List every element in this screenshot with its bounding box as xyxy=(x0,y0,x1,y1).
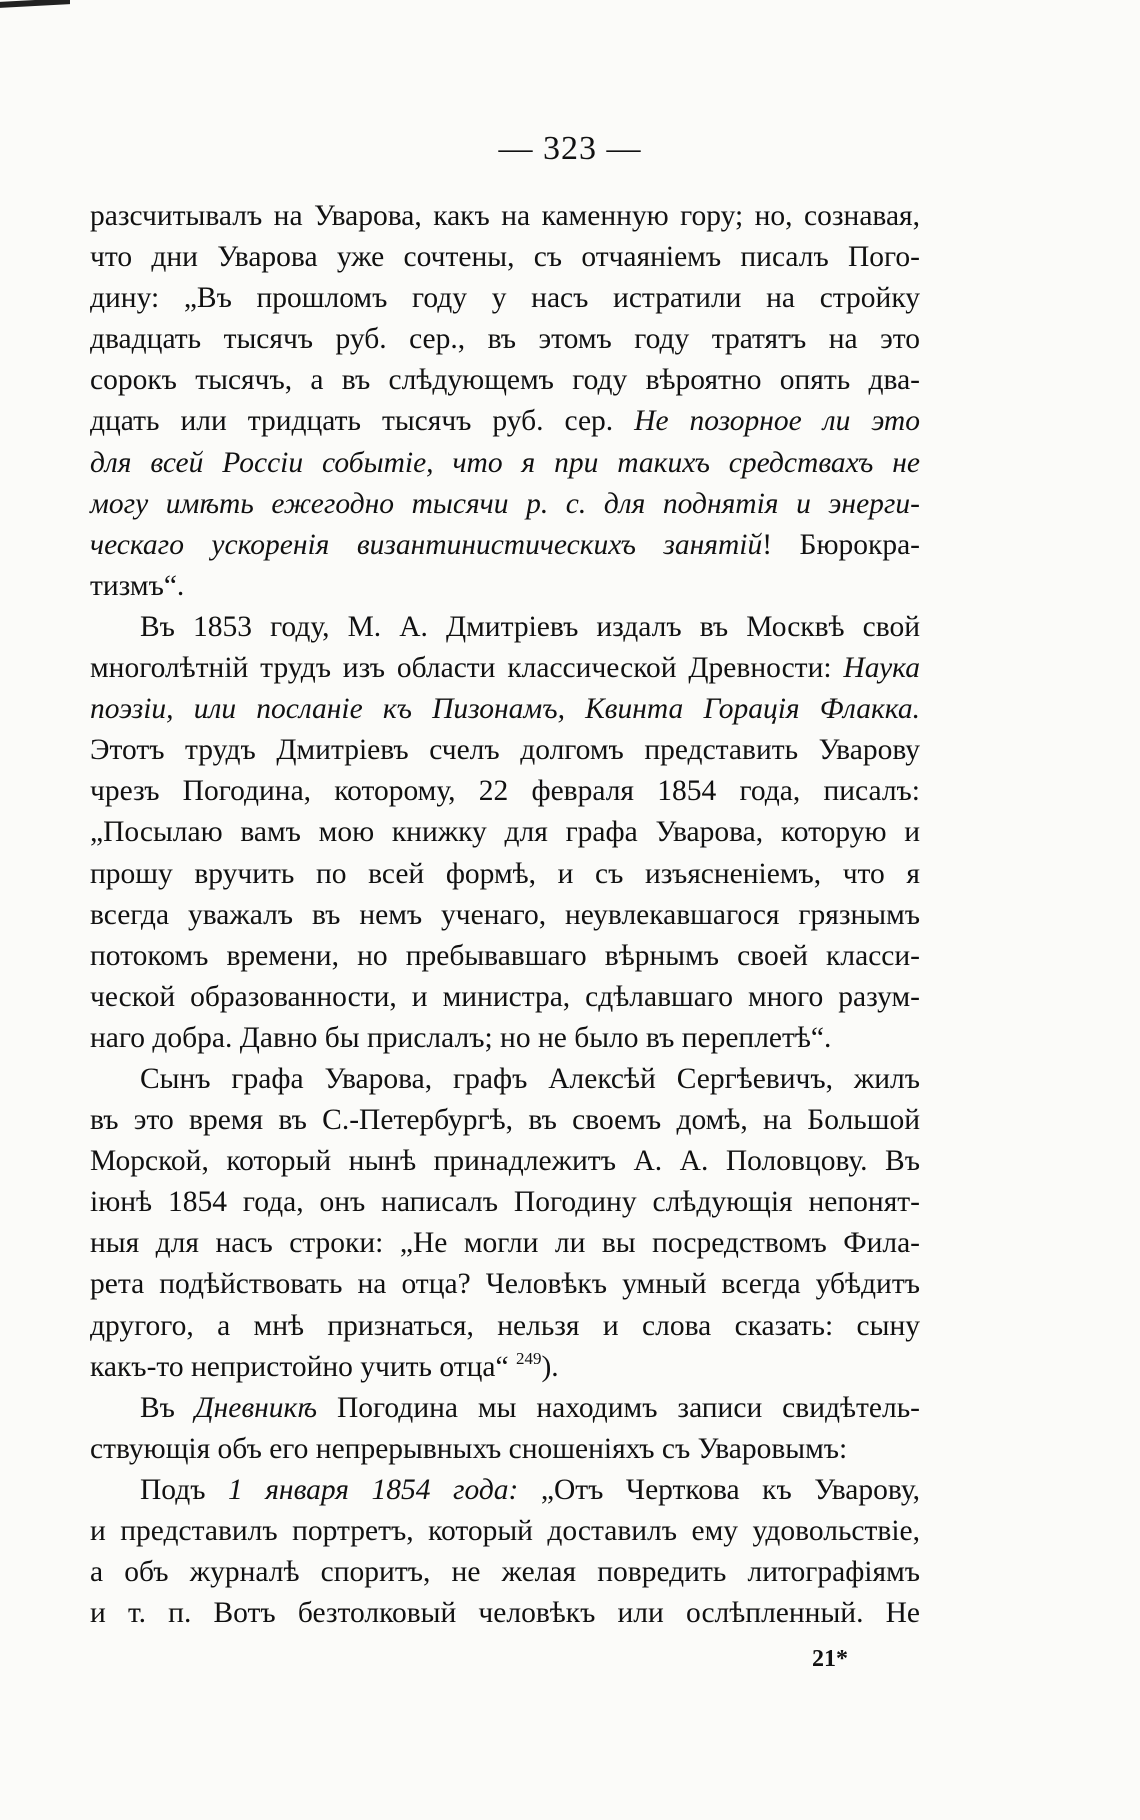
body-text xyxy=(90,196,920,1634)
text-line: рета подѣйствовать на отца? Человѣкъ умный всегда убѣдитъ xyxy=(90,1268,920,1301)
paragraph-2 xyxy=(90,607,920,1059)
text-line xyxy=(90,443,920,484)
paragraph-4 xyxy=(90,1388,920,1470)
text-line: ныя для насъ строки: „Не могли ли вы посредствомъ Фила- xyxy=(90,1227,920,1260)
italic-run: поэзіи, или посланіе къ Пизонамъ, Квинта Горація Флакка. xyxy=(90,693,920,726)
text-run: какъ-то непристойно учить отца“ xyxy=(90,1350,516,1383)
text-line: ствующія объ его непрерывныхъ сношеніяхъ съ Уваровымъ: xyxy=(90,1432,848,1465)
page-number: — 323 — xyxy=(498,130,642,167)
text-line: ческой образованности, и министра, сдѣлавшаго много разум- xyxy=(90,980,920,1013)
text-line: Сынъ графа Уварова, графъ Алексѣй Сергѣевичъ, жилъ xyxy=(140,1062,920,1095)
text-run: дцать или тридцать тысячъ руб. сер. xyxy=(90,405,635,438)
text-line: прошу вручить по всей формѣ, и съ изъясненіемъ, что я xyxy=(90,857,920,890)
italic-run: могу имѣть ежегодно тысячи р. с. для поднятія и энерги- xyxy=(90,487,920,520)
text-line: Этотъ трудъ Дмитріевъ счелъ долгомъ представить Уварову xyxy=(90,734,920,767)
text-line: Въ 1853 году, М. А. Дмитріевъ издалъ въ Москвѣ свой xyxy=(140,610,920,643)
text-run: Погодина мы находимъ записи свидѣтель- xyxy=(317,1391,920,1424)
paragraph-5 xyxy=(90,1470,920,1634)
text-line: что дни Уварова уже сочтены, съ отчаяніемъ писалъ Пого- xyxy=(90,241,920,274)
footnote-ref: 249 xyxy=(515,1348,542,1368)
italic-run: для всей Россіи событіе, что я при такихъ средствахъ не xyxy=(90,446,920,479)
paragraph-3 xyxy=(90,1059,920,1388)
text-run: Подъ xyxy=(140,1473,228,1506)
text-line: потокомъ времени, но пребывавшаго вѣрнымъ своей класси- xyxy=(90,939,920,972)
text-run: „Отъ Черткова къ Уварову, xyxy=(518,1473,920,1506)
italic-run: Не позорное ли это xyxy=(634,405,920,438)
text-line xyxy=(90,525,920,566)
text-line: іюнѣ 1854 года, онъ написалъ Погодину слѣдующія непонят- xyxy=(90,1186,920,1219)
text-line: сорокъ тысячъ, а въ слѣдующемъ году вѣроятно опять два- xyxy=(90,364,920,397)
text-line: тизмъ“. xyxy=(90,569,185,602)
text-line: другого, а мнѣ признаться, нельзя и слова сказать: сыну xyxy=(90,1309,920,1342)
text-line: разсчитывалъ на Уварова, какъ на каменную гору; но, сознавая, xyxy=(90,200,920,232)
text-line xyxy=(90,1388,920,1429)
text-run: ! Бюрокра- xyxy=(762,528,920,561)
text-line: въ это время въ С.-Петербургѣ, въ своемъ домѣ, на Большой xyxy=(90,1104,920,1137)
text-line: наго добра. Давно бы прислалъ; но не было въ переплетѣ“. xyxy=(90,1021,832,1054)
text-run: многолѣтній трудъ изъ области классической Древности: xyxy=(90,652,844,685)
text-line: двадцать тысячъ руб. сер., въ этомъ году тратятъ на это xyxy=(90,323,920,356)
italic-run: Дневникѣ xyxy=(194,1391,318,1424)
text-line xyxy=(90,648,920,689)
italic-run: ческаго ускоренія византинистическихъ занятій xyxy=(90,528,763,561)
text-line: и т. п. Вотъ безтолковый человѣкъ или ослѣпленный. Не xyxy=(90,1597,920,1630)
text-line xyxy=(90,401,920,442)
text-line: всегда уважалъ въ немъ ученаго, неувлекавшагося грязнымъ xyxy=(90,898,920,931)
text-line xyxy=(90,484,920,525)
text-line xyxy=(90,1347,920,1388)
paragraph-1 xyxy=(90,196,920,607)
italic-run: 1 января 1854 года: xyxy=(227,1473,519,1506)
text-run: ). xyxy=(541,1350,559,1383)
text-line: и представилъ портретъ, который доставилъ ему удовольствіе, xyxy=(90,1515,920,1547)
text-line xyxy=(90,1470,920,1511)
text-line: „Посылаю вамъ мою книжку для графа Уварова, которую и xyxy=(90,816,920,849)
text-line: чрезъ Погодина, которому, 22 февраля 1854 года, писалъ: xyxy=(90,775,920,808)
text-line: дину: „Въ прошломъ году у насъ истратили на стройку xyxy=(90,282,920,315)
text-line xyxy=(90,689,920,730)
signature-mark: 21* xyxy=(812,1646,848,1672)
text-run: Въ xyxy=(140,1391,195,1424)
italic-run: Наука xyxy=(843,652,920,685)
text-line: а объ журналѣ споритъ, не желая повредить литографіямъ xyxy=(90,1556,920,1589)
scan-edge-mark xyxy=(0,0,70,8)
text-line: Морской, который нынѣ принадлежитъ А. А. Половцову. Въ xyxy=(90,1145,920,1178)
